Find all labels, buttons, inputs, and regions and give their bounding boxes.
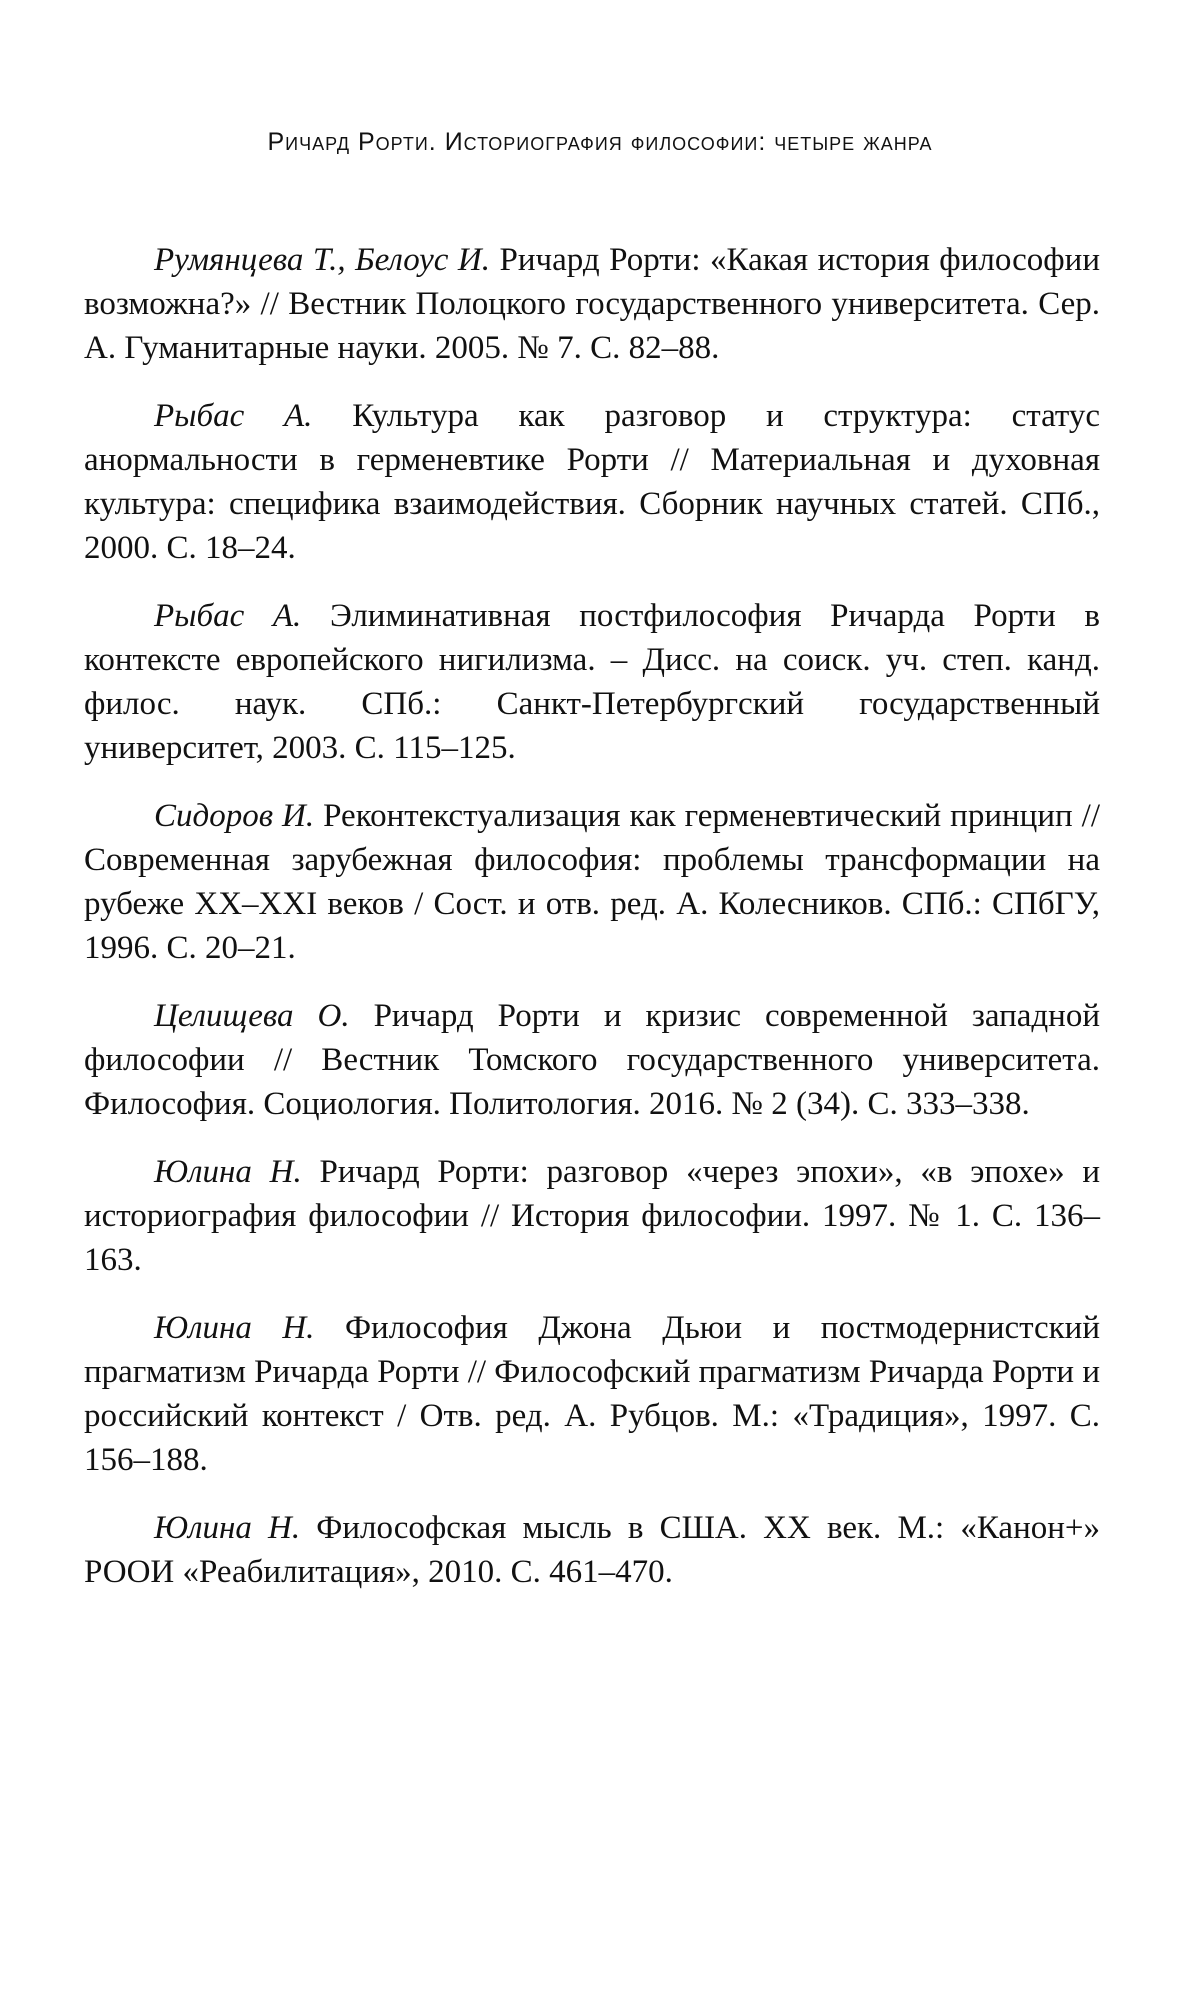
bibliography-entry bbox=[84, 394, 1100, 570]
entry-author: Юлина Н. bbox=[154, 1310, 315, 1346]
bibliography-entry bbox=[84, 1306, 1100, 1482]
bibliography-entry bbox=[84, 238, 1100, 370]
entry-text: Философия Джона Дьюи и постмодернистский прагматизм Ричарда Рорти // Философский прагматизм Ричарда Рорти и российский контекст / Отв. ред. А. Рубцов. М.: «Традиция», 1997. С. 156–188. bbox=[84, 1310, 1101, 1478]
entry-author: Сидоров И. bbox=[154, 798, 315, 834]
bibliography-entry bbox=[84, 594, 1100, 770]
entry-text: Ричард Рорти и кризис современной западной философии // Вестник Томского государственного университета. Философия. Социология. Политология. 2016. № 2 (34). С. 333–338. bbox=[84, 998, 1101, 1122]
entry-text: Философская мысль в США. XX век. М.: «Канон+» РООИ «Реабилитация», 2010. С. 461–470. bbox=[84, 1510, 1101, 1590]
entry-text: Ричард Рорти: разговор «через эпохи», «в эпохе» и историография философии // История философии. 1997. № 1. С. 136–163. bbox=[84, 1154, 1101, 1278]
entry-text: Реконтекстуализация как герменевтический принцип // Современная зарубежная философия: проблемы трансформации на рубеже XX–XXI веков / Сост. и отв. ред. А. Колесников. СПб.: СПбГУ, 1996. С. 20–21. bbox=[84, 798, 1100, 966]
entry-author: Румянцева Т., Белоус И. bbox=[154, 242, 490, 278]
entry-author: Юлина Н. bbox=[154, 1154, 302, 1190]
bibliography-list bbox=[84, 238, 1100, 1618]
entry-text: Элиминативная постфилософия Ричарда Рорти в контексте европейского нигилизма. – Дисс. на соиск. уч. степ. канд. филос. наук. СПб.: Санкт-Петербургский государственный университет, 2003. С. 115–125. bbox=[84, 598, 1100, 766]
entry-author: Рыбас А. bbox=[154, 398, 313, 434]
bibliography-entry bbox=[84, 794, 1100, 970]
entry-author: Юлина Н. bbox=[154, 1510, 301, 1546]
bibliography-entry bbox=[84, 994, 1100, 1126]
entry-author: Целищева О. bbox=[154, 998, 350, 1034]
entry-text: Ричард Рорти: «Какая история философии возможна?» // Вестник Полоцкого государственного университета. Сер. А. Гуманитарные науки. 2005. № 7. С. 82–88. bbox=[84, 242, 1100, 366]
entry-text: Культура как разговор и структура: статус анормальности в герменевтике Рорти // Материальная и духовная культура: специфика взаимодействия. Сборник научных статей. СПб., 2000. С. 18–24. bbox=[84, 398, 1101, 566]
bibliography-entry bbox=[84, 1506, 1100, 1594]
bibliography-entry bbox=[84, 1150, 1100, 1282]
entry-author: Рыбас А. bbox=[154, 598, 302, 634]
running-header: Ричард Рорти. Историография философии: четыре жанра bbox=[267, 128, 933, 156]
